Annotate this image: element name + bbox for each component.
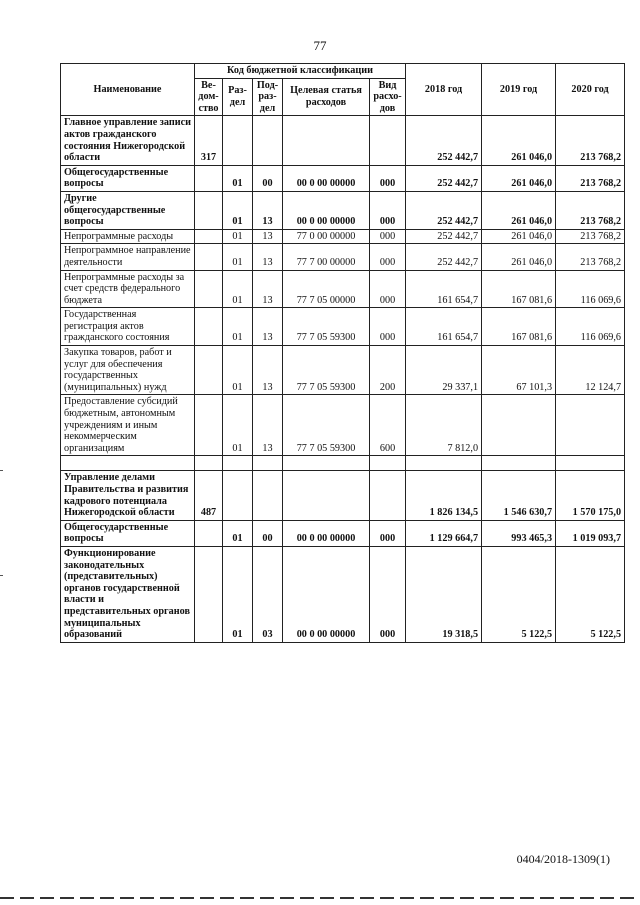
row-name-cell: Непрограммные расходы: [61, 229, 195, 244]
podrazdel-cell: 13: [253, 308, 283, 346]
amount-2019-cell: 167 081,6: [482, 308, 556, 346]
expense-type-cell: 000: [370, 244, 406, 270]
amount-2020-cell: 213 768,2: [556, 229, 625, 244]
vedomstvo-cell: [195, 520, 223, 546]
expense-type-cell: 000: [370, 546, 406, 642]
razdel-cell: 01: [223, 346, 253, 395]
vedomstvo-cell: [195, 346, 223, 395]
amount-2019-cell: 261 046,0: [482, 229, 556, 244]
table-row: [61, 546, 625, 642]
header-2020: 2020 год: [556, 64, 625, 116]
amount-2018-cell: 161 654,7: [406, 270, 482, 308]
amount-2019-cell: 261 046,0: [482, 116, 556, 165]
target-article-cell: 77 7 05 59300: [283, 308, 370, 346]
page-number: 77: [313, 38, 327, 53]
razdel-cell: 01: [223, 546, 253, 642]
podrazdel-cell: 13: [253, 395, 283, 456]
vedomstvo-cell: [195, 244, 223, 270]
razdel-cell: [223, 456, 253, 471]
amount-2018-cell: 252 442,7: [406, 191, 482, 229]
razdel-cell: 01: [223, 165, 253, 191]
row-name-cell: Предоставление субсидий бюджетным, автономным учреждениям и иным некоммерческим организациям: [61, 395, 195, 456]
amount-2020-cell: 213 768,2: [556, 116, 625, 165]
row-name-cell: [61, 456, 195, 471]
vedomstvo-cell: [195, 270, 223, 308]
target-article-cell: [283, 456, 370, 471]
vedomstvo-cell: [195, 395, 223, 456]
table-row: [61, 456, 625, 471]
podrazdel-cell: 13: [253, 191, 283, 229]
amount-2019-cell: 1 546 630,7: [482, 471, 556, 520]
podrazdel-cell: 13: [253, 229, 283, 244]
vedomstvo-cell: [195, 308, 223, 346]
budget-table: [60, 63, 625, 643]
table-row: [61, 308, 625, 346]
amount-2020-cell: 213 768,2: [556, 244, 625, 270]
header-2018: 2018 год: [406, 64, 482, 116]
razdel-cell: 01: [223, 191, 253, 229]
podrazdel-cell: [253, 116, 283, 165]
row-name-cell: Закупка товаров, работ и услуг для обеспечения государственных (муниципальных) нужд: [61, 346, 195, 395]
expense-type-cell: [370, 116, 406, 165]
podrazdel-cell: 00: [253, 165, 283, 191]
expense-type-cell: 000: [370, 165, 406, 191]
row-name-cell: Непрограммные расходы за счет средств федерального бюджета: [61, 270, 195, 308]
table-header: [61, 64, 625, 116]
amount-2020-cell: 213 768,2: [556, 165, 625, 191]
vedomstvo-cell: 487: [195, 471, 223, 520]
target-article-cell: 77 0 00 00000: [283, 229, 370, 244]
amount-2018-cell: 252 442,7: [406, 244, 482, 270]
row-name-cell: Другие общегосударственные вопросы: [61, 191, 195, 229]
vedomstvo-cell: [195, 191, 223, 229]
expense-type-cell: [370, 471, 406, 520]
expense-type-cell: 000: [370, 191, 406, 229]
amount-2018-cell: [406, 456, 482, 471]
bottom-edge-rule: [0, 897, 640, 899]
target-article-cell: [283, 116, 370, 165]
amount-2020-cell: [556, 456, 625, 471]
table-row: [61, 165, 625, 191]
razdel-cell: 01: [223, 244, 253, 270]
header-2019: 2019 год: [482, 64, 556, 116]
table-row: [61, 244, 625, 270]
amount-2018-cell: 1 129 664,7: [406, 520, 482, 546]
amount-2020-cell: 12 124,7: [556, 346, 625, 395]
amount-2020-cell: 1 570 175,0: [556, 471, 625, 520]
header-target: Целевая статья расходов: [283, 78, 370, 116]
expense-type-cell: [370, 456, 406, 471]
expense-type-cell: 000: [370, 520, 406, 546]
amount-2019-cell: [482, 456, 556, 471]
amount-2018-cell: 7 812,0: [406, 395, 482, 456]
table-row: [61, 346, 625, 395]
podrazdel-cell: 13: [253, 270, 283, 308]
podrazdel-cell: 03: [253, 546, 283, 642]
document-code: 0404/2018-1309(1): [516, 852, 610, 866]
amount-2019-cell: 993 465,3: [482, 520, 556, 546]
amount-2019-cell: 261 046,0: [482, 165, 556, 191]
podrazdel-cell: [253, 456, 283, 471]
amount-2020-cell: 1 019 093,7: [556, 520, 625, 546]
target-article-cell: 77 7 05 59300: [283, 346, 370, 395]
amount-2019-cell: 261 046,0: [482, 244, 556, 270]
target-article-cell: 77 7 05 59300: [283, 395, 370, 456]
row-name-cell: Общегосударственные вопросы: [61, 165, 195, 191]
row-name-cell: Общегосударственные вопросы: [61, 520, 195, 546]
table-row: [61, 191, 625, 229]
amount-2018-cell: 252 442,7: [406, 229, 482, 244]
table-row: [61, 270, 625, 308]
expense-type-cell: 000: [370, 308, 406, 346]
vedomstvo-cell: 317: [195, 116, 223, 165]
razdel-cell: [223, 116, 253, 165]
table-row: [61, 520, 625, 546]
amount-2018-cell: 29 337,1: [406, 346, 482, 395]
vedomstvo-cell: [195, 165, 223, 191]
table-row: [61, 116, 625, 165]
expense-type-cell: 000: [370, 270, 406, 308]
amount-2019-cell: 5 122,5: [482, 546, 556, 642]
table-row: [61, 229, 625, 244]
amount-2020-cell: 116 069,6: [556, 308, 625, 346]
razdel-cell: 01: [223, 270, 253, 308]
amount-2019-cell: 167 081,6: [482, 270, 556, 308]
table-row: [61, 471, 625, 520]
header-razdel: Раз-дел: [223, 78, 253, 116]
header-vid: Вид расхо-дов: [370, 78, 406, 116]
amount-2020-cell: 213 768,2: [556, 191, 625, 229]
expense-type-cell: 000: [370, 229, 406, 244]
vedomstvo-cell: [195, 229, 223, 244]
amount-2020-cell: [556, 395, 625, 456]
table-row: [61, 395, 625, 456]
razdel-cell: 01: [223, 395, 253, 456]
row-name-cell: Государственная регистрация актов гражданского состояния: [61, 308, 195, 346]
target-article-cell: [283, 471, 370, 520]
podrazdel-cell: 00: [253, 520, 283, 546]
target-article-cell: 00 0 00 00000: [283, 165, 370, 191]
vedomstvo-cell: [195, 546, 223, 642]
razdel-cell: 01: [223, 229, 253, 244]
target-article-cell: 77 7 05 00000: [283, 270, 370, 308]
amount-2019-cell: 261 046,0: [482, 191, 556, 229]
target-article-cell: 77 7 00 00000: [283, 244, 370, 270]
table-body: [61, 116, 625, 642]
amount-2018-cell: 19 318,5: [406, 546, 482, 642]
target-article-cell: 00 0 00 00000: [283, 191, 370, 229]
margin-mark: [0, 575, 3, 576]
vedomstvo-cell: [195, 456, 223, 471]
expense-type-cell: 200: [370, 346, 406, 395]
razdel-cell: [223, 471, 253, 520]
target-article-cell: 00 0 00 00000: [283, 546, 370, 642]
header-vedomstvo: Ве-дом-ство: [195, 78, 223, 116]
header-code-group: Код бюджетной классификации: [195, 64, 406, 79]
amount-2020-cell: 5 122,5: [556, 546, 625, 642]
razdel-cell: 01: [223, 308, 253, 346]
row-name-cell: Главное управление записи актов гражданского состояния Нижегородской области: [61, 116, 195, 165]
row-name-cell: Непрограммное направление деятельности: [61, 244, 195, 270]
row-name-cell: Управление делами Правительства и развития кадрового потенциала Нижегородской области: [61, 471, 195, 520]
amount-2018-cell: 252 442,7: [406, 165, 482, 191]
podrazdel-cell: 13: [253, 346, 283, 395]
amount-2019-cell: [482, 395, 556, 456]
target-article-cell: 00 0 00 00000: [283, 520, 370, 546]
row-name-cell: Функционирование законодательных (представительных) органов государственной власти и представительных органов муниципальных образований: [61, 546, 195, 642]
margin-mark: [0, 470, 3, 471]
podrazdel-cell: 13: [253, 244, 283, 270]
header-podrazdel: Под-раз-дел: [253, 78, 283, 116]
amount-2018-cell: 161 654,7: [406, 308, 482, 346]
razdel-cell: 01: [223, 520, 253, 546]
amount-2018-cell: 252 442,7: [406, 116, 482, 165]
podrazdel-cell: [253, 471, 283, 520]
amount-2019-cell: 67 101,3: [482, 346, 556, 395]
header-name: Наименование: [61, 64, 195, 116]
amount-2020-cell: 116 069,6: [556, 270, 625, 308]
amount-2018-cell: 1 826 134,5: [406, 471, 482, 520]
expense-type-cell: 600: [370, 395, 406, 456]
